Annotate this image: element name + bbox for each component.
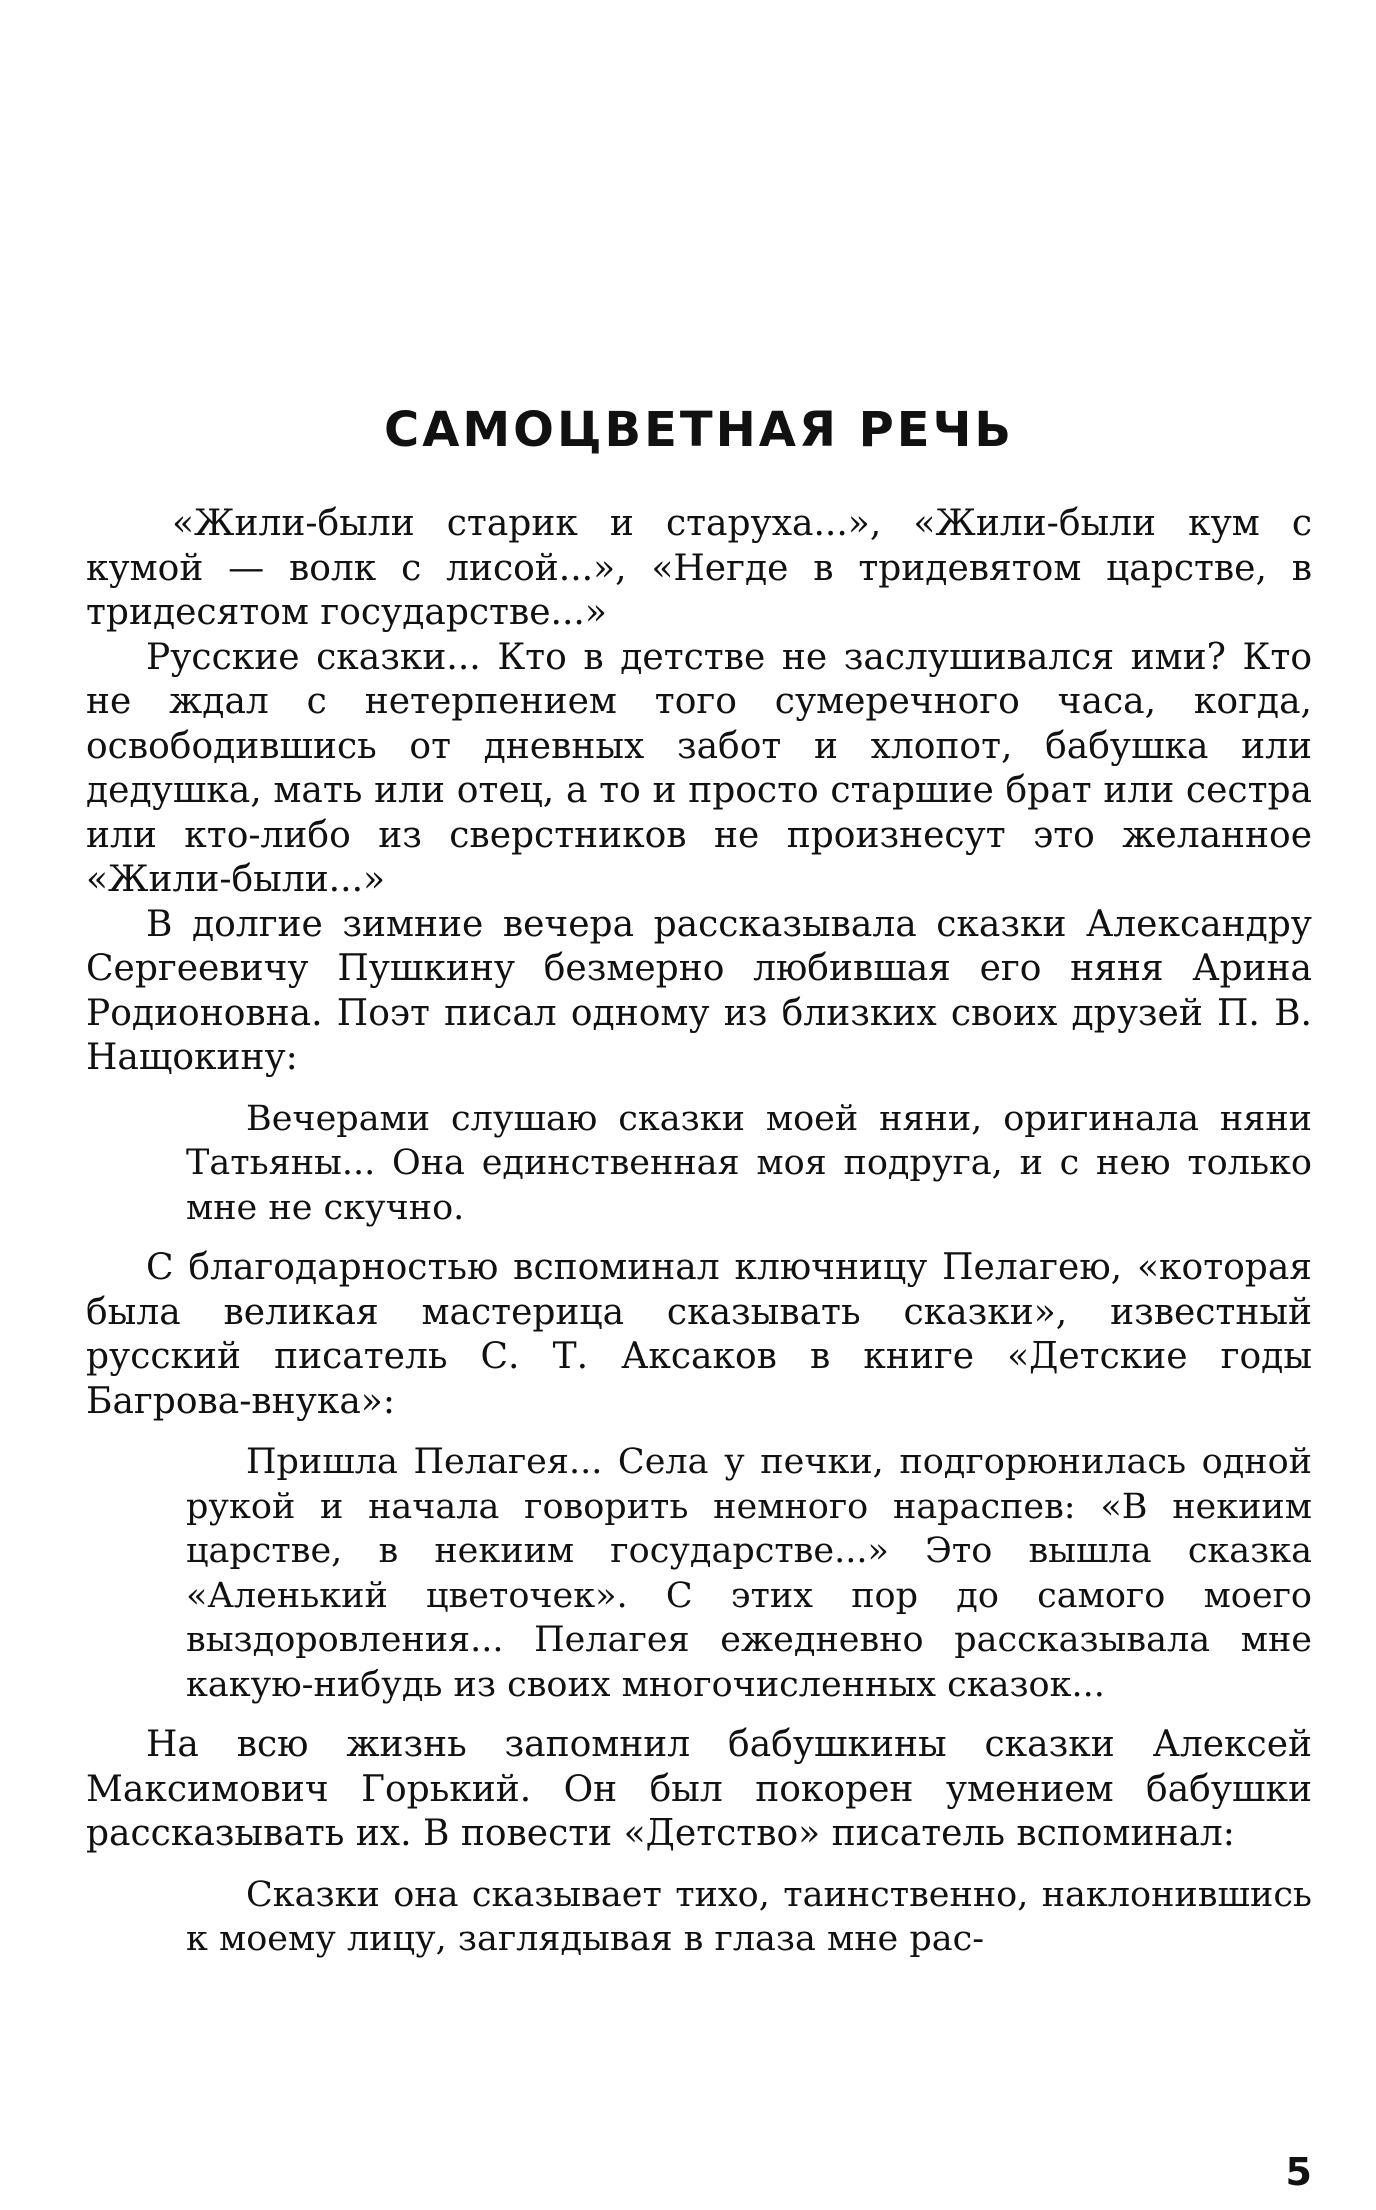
quote-aksakov: Пришла Пелагея... Села у печки, подгорюнилась одной рукой и начала говорить немного нараспев: «В некиим царстве, в некиим государстве...» Это вышла сказка «Аленький цветочек». С этих пор до самого моего выздоровления... Пелагея ежедневно рассказывала мне какую-нибудь из своих многочисленных сказок... (186, 1442, 1312, 1705)
paragraph-pushkin: В долгие зимние вечера рассказывала сказки Александру Сергеевичу Пушкину безмерно любившая его няня Арина Родионовна. Поэт писал одному из близких своих друзей П. В. Нащокину: (86, 903, 1312, 1078)
paragraph-gorky: На всю жизнь запомнил бабушкины сказки Алексей Максимович Горький. Он был покорен умением бабушки рассказывать их. В повести «Детство» писатель вспоминал: (86, 1724, 1312, 1854)
body-text (86, 502, 1312, 1978)
book-page (86, 0, 1312, 2210)
quote-pushkin-letter: Вечерами слушаю сказки моей няни, оригинала няни Татьяны... Она единственная моя подруга, и с нею только мне не скучно. (186, 1098, 1312, 1228)
quote-gorky: Сказки она сказывает тихо, таинственно, наклонившись к моему лицу, заглядывая в глаза мне рас- (186, 1874, 1312, 1959)
paragraph-opening-quotes: «Жили-были старик и старуха...», «Жили-были кум с кумой — волк с лисой...», «Негде в тридевятом царстве, в тридесятом государстве...» (86, 503, 1312, 633)
paragraph-aksakov: С благодарностью вспоминал ключницу Пелагею, «которая была великая мастерица сказывать сказки», известный русский писатель С. Т. Аксаков в книге «Детские годы Багрова-внука»: (86, 1247, 1312, 1422)
chapter-title: САМОЦВЕТНАЯ РЕЧЬ (384, 402, 1014, 458)
page-number: 5 (1285, 2150, 1312, 2194)
paragraph-russian-tales: Русские сказки... Кто в детстве не заслушивался ими? Кто не ждал с нетерпением того сумеречного часа, когда, освободившись от дневных забот и хлопот, бабушка или дедушка, мать или отец, а то и просто старшие брат или сестра или кто-либо из сверстников не произнесут это желанное «Жили-были...» (86, 636, 1312, 900)
